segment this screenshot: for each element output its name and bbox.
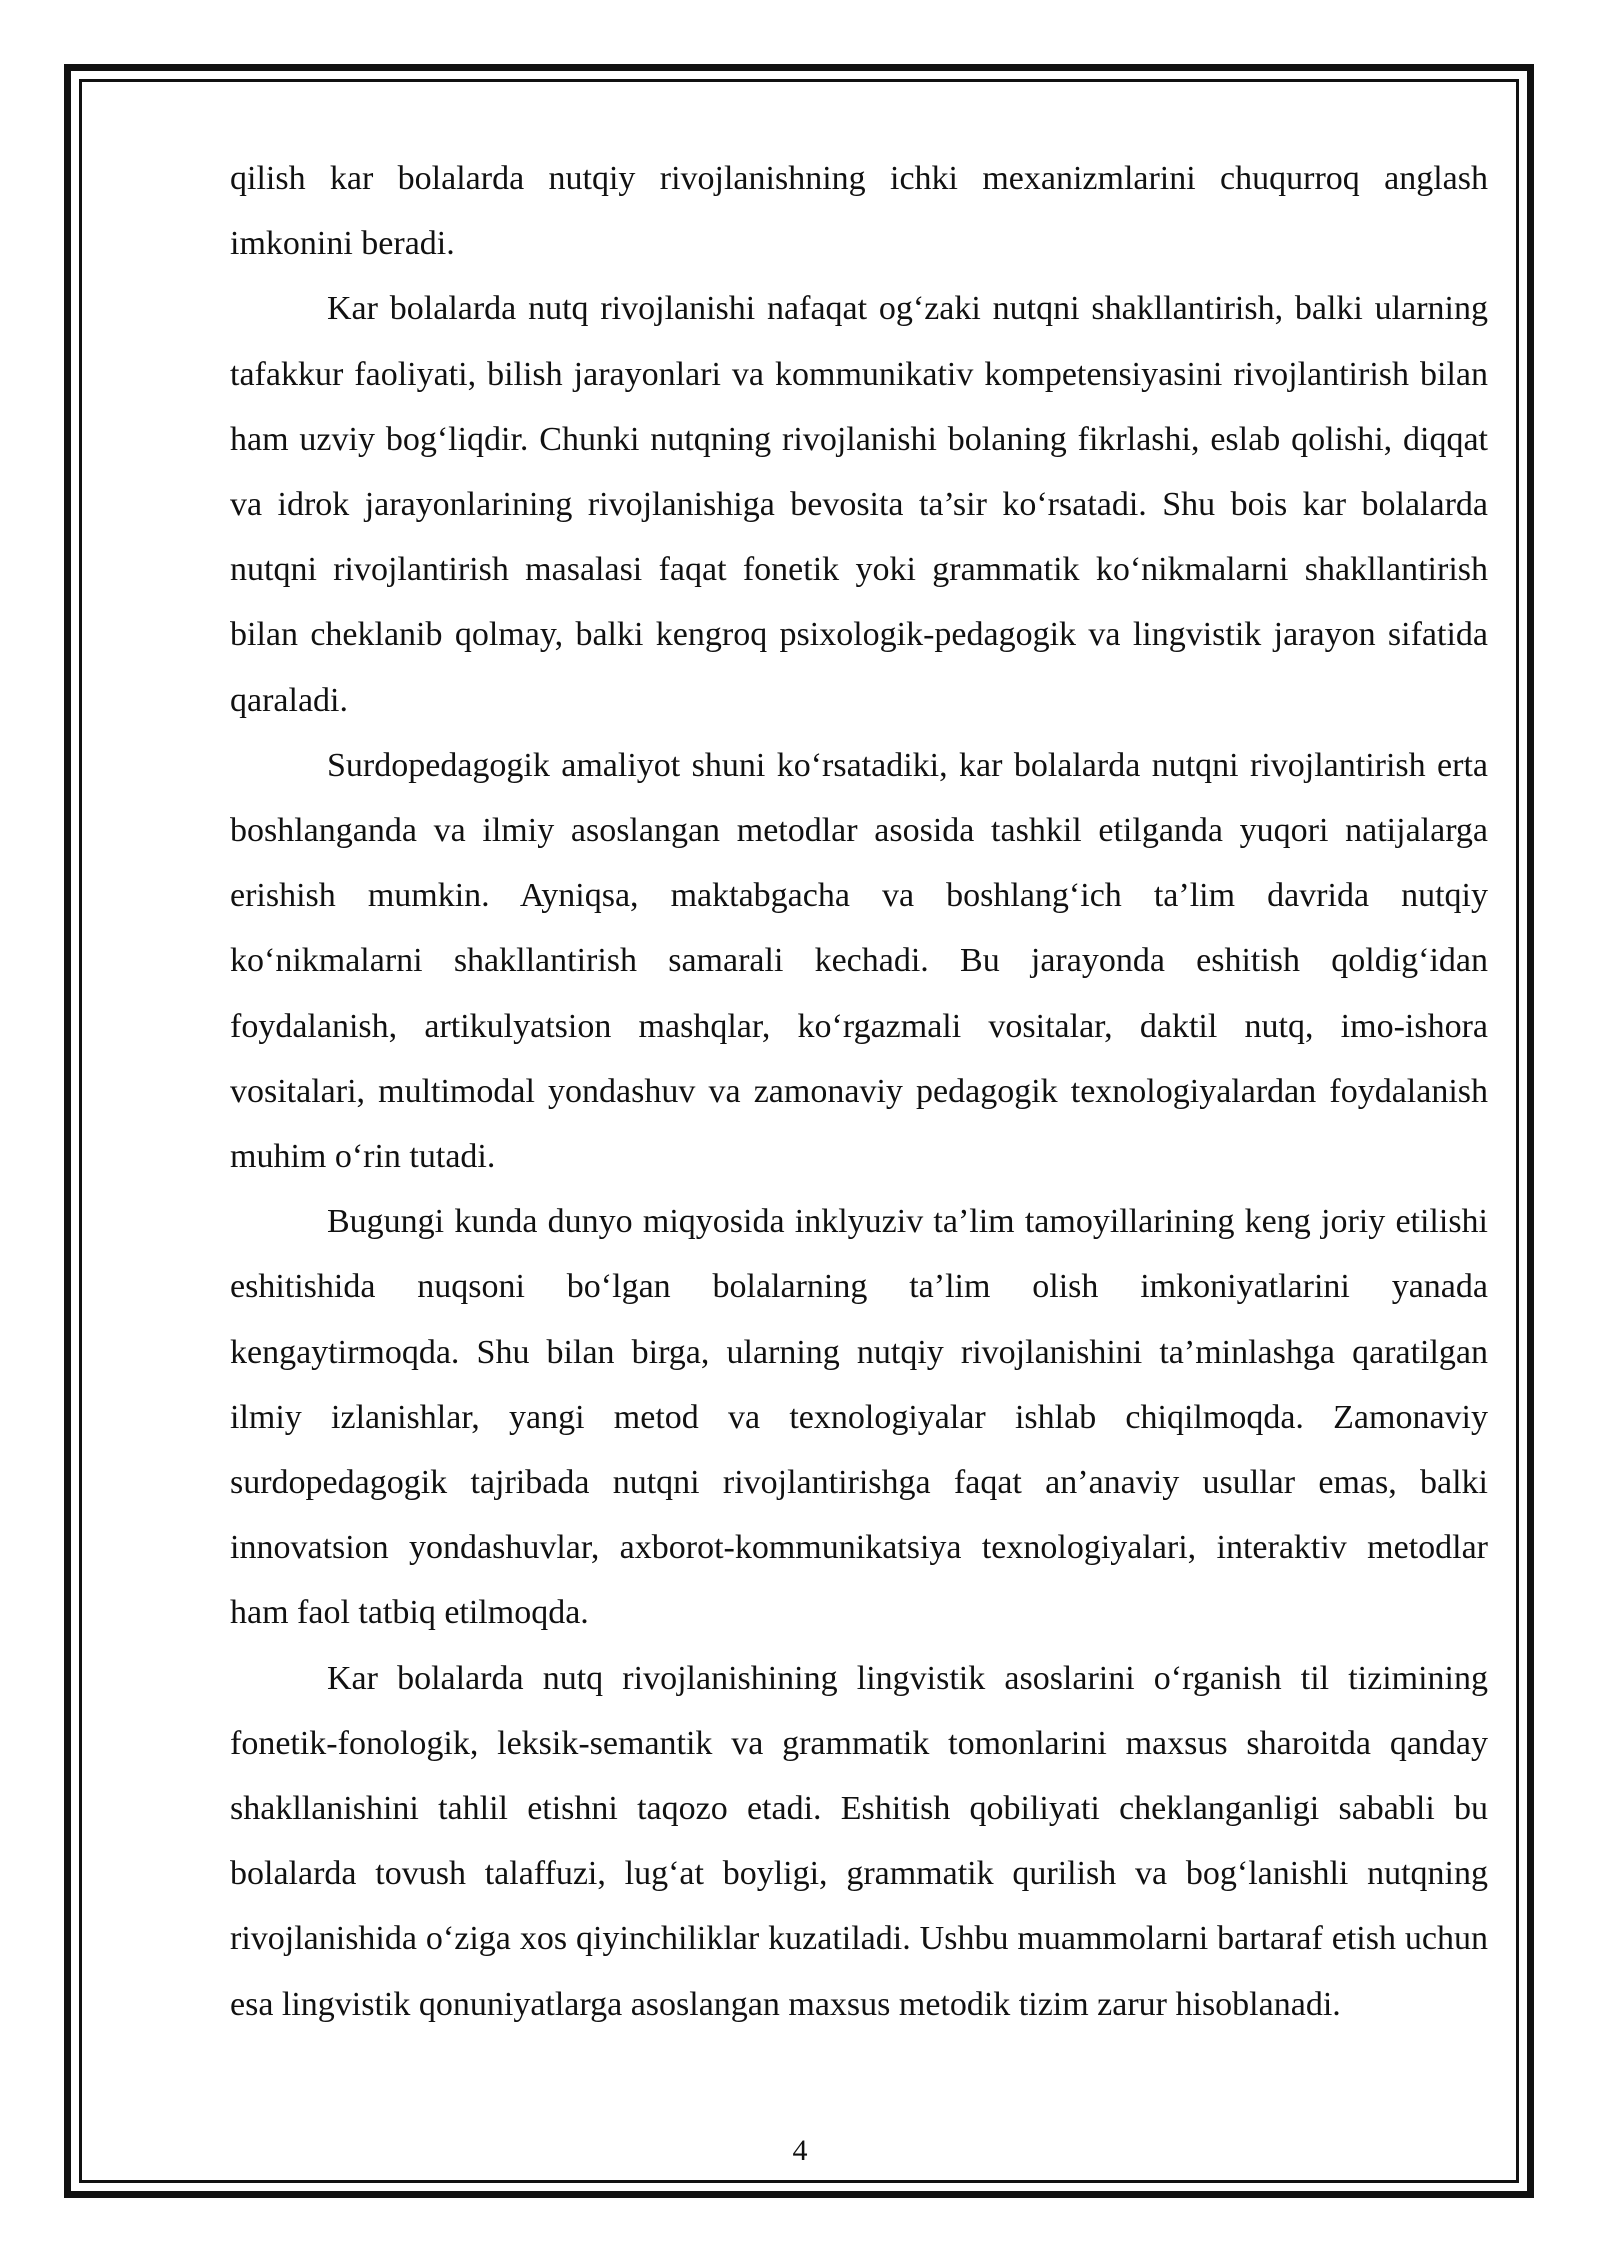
paragraph: Kar bolalarda nutq rivojlanishining lingvistik asoslarini o‘rganish til tizimining fonetik-fonologik, leksik-semantik va grammatik tomonlarini maxsus sharoitda qanday shakllanishini tahlil etishni taqozo etadi. Eshitish qobiliyati cheklanganligi sababli bu bolalarda tovush talaffuzi, lug‘at boyligi, grammatik qurilish va bog‘lanishli nutqning rivojlanishida o‘ziga xos qiyinchiliklar kuzatiladi. Ushbu muammolarni bartaraf etish uchun esa lingvistik qonuniyatlarga asoslangan maxsus metodik tizim zarur hisoblanadi. (230, 1659, 1488, 2023)
paragraph: Bugungi kunda dunyo miqyosida inklyuziv ta’lim tamoyillarining keng joriy etilishi eshitishida nuqsoni bo‘lgan bolalarning ta’lim olish imkoniyatlarini yanada kengaytirmoqda. Shu bilan birga, ularning nutqiy rivojlanishini ta’minlashga qaratilgan ilmiy izlanishlar, yangi metod va texnologiyalar ishlab chiqilmoqda. Zamonaviy surdopedagogik tajribada nutqni rivojlantirishga faqat an’anaviy usullar emas, balki innovatsion yondashuvlar, axborot-kommunikatsiya texnologiyalari, interaktiv metodlar ham faol tatbiq etilmoqda. (230, 1203, 1488, 1632)
document-body (230, 146, 1488, 2037)
paragraph-continuation: qilish kar bolalarda nutqiy rivojlanishning ichki mexanizmlarini chuqurroq anglash imkonini beradi. (230, 160, 1488, 263)
page-number: 4 (792, 2134, 808, 2167)
paragraph: Surdopedagogik amaliyot shuni ko‘rsatadiki, kar bolalarda nutqni rivojlantirish erta boshlanganda va ilmiy asoslangan metodlar asosida tashkil etilganda yuqori natijalarga erishish mumkin. Ayniqsa, maktabgacha va boshlang‘ich ta’lim davrida nutqiy ko‘nikmalarni shakllantirish samarali kechadi. Bu jarayonda eshitish qoldig‘idan foydalanish, artikulyatsion mashqlar, ko‘rgazmali vositalar, daktil nutq, imo-ishora vositalari, multimodal yondashuv va zamonaviy pedagogik texnologiyalardan foydalanish muhim o‘rin tutadi. (230, 746, 1488, 1176)
paragraph: Kar bolalarda nutq rivojlanishi nafaqat og‘zaki nutqni shakllantirish, balki ularning tafakkur faoliyati, bilish jarayonlari va kommunikativ kompetensiyasini rivojlantirish bilan ham uzviy bog‘liqdir. Chunki nutqning rivojlanishi bolaning fikrlashi, eslab qolishi, diqqat va idrok jarayonlarining rivojlanishiga bevosita ta’sir ko‘rsatadi. Shu bois kar bolalarda nutqni rivojlantirish masalasi faqat fonetik yoki grammatik ko‘nikmalarni shakllantirish bilan cheklanib qolmay, balki kengroq psixologik-pedagogik va lingvistik jarayon sifatida qaraladi. (230, 290, 1488, 719)
